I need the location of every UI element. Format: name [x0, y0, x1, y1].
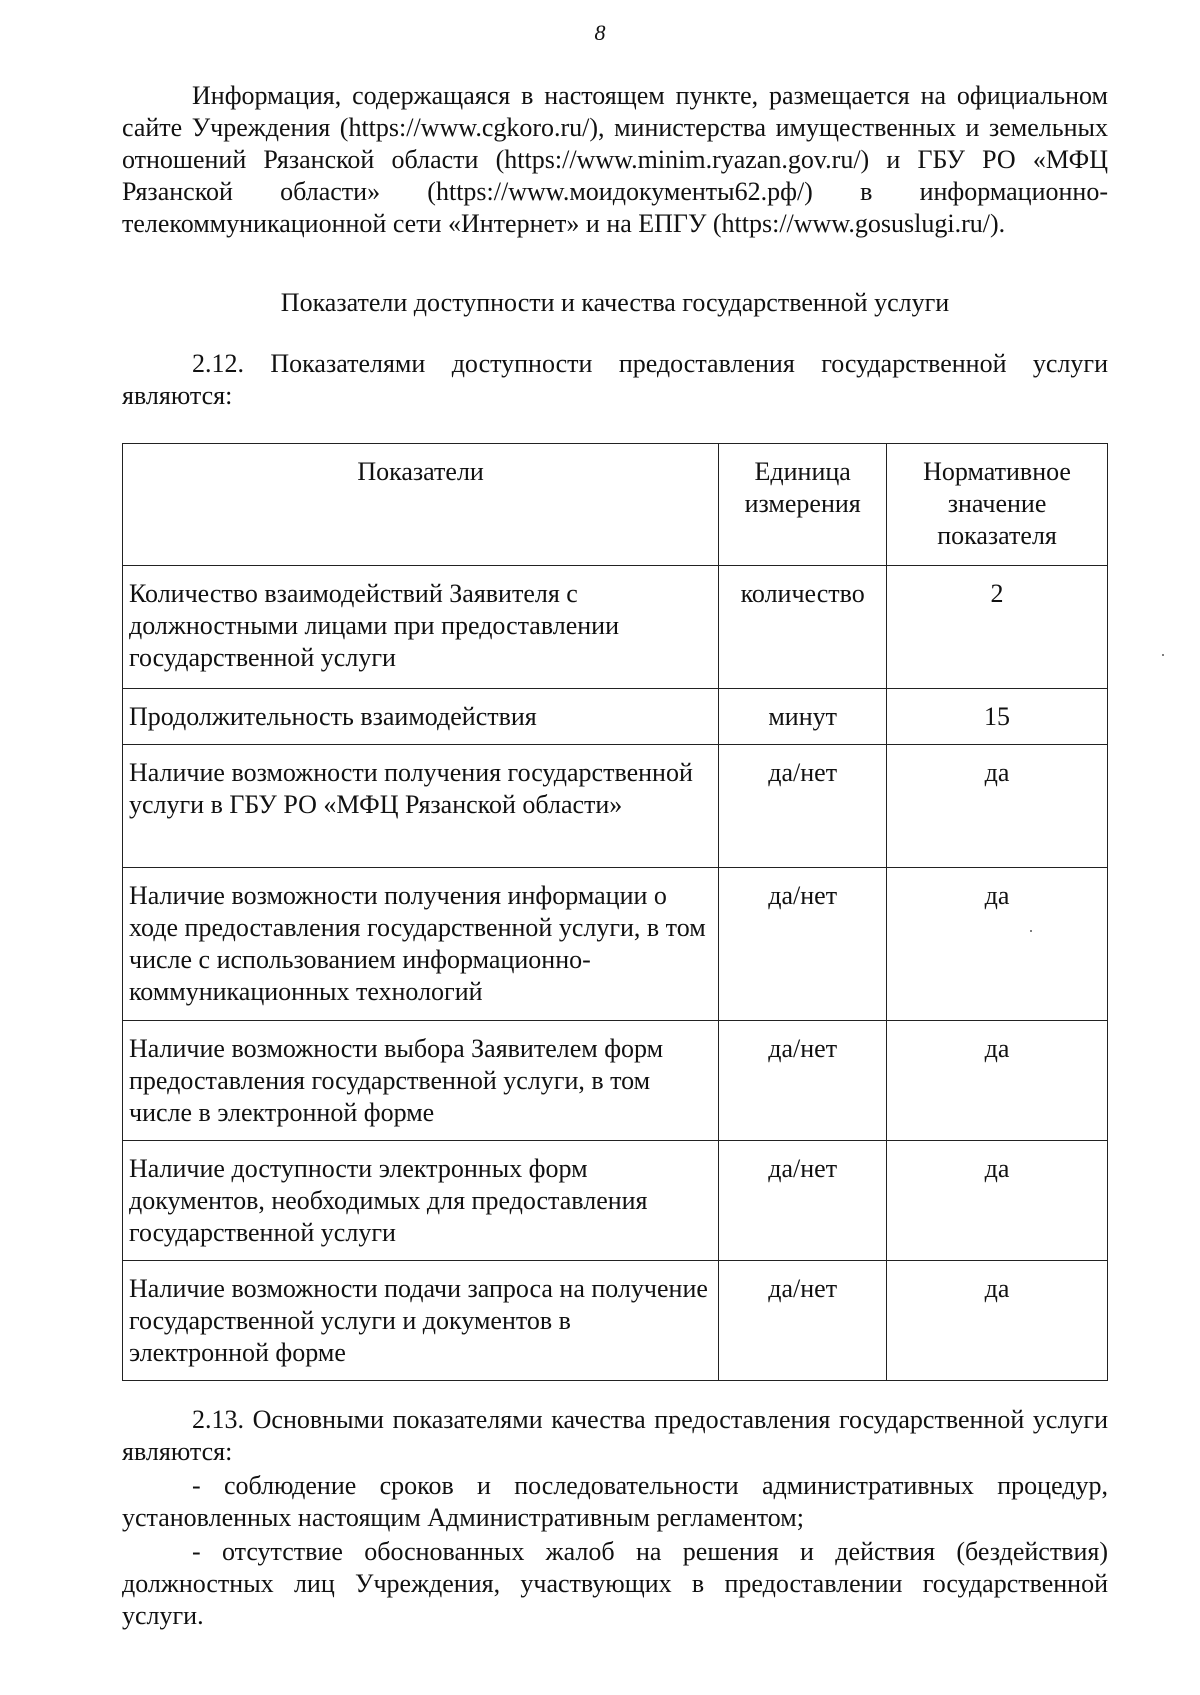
table-row — [123, 689, 1108, 745]
page-number: 8 — [594, 20, 606, 45]
table-row — [123, 1021, 1108, 1141]
table-header-row — [123, 444, 1108, 566]
list-item: - отсутствие обоснованных жалоб на решения и действия (бездействия) должностных лиц Учреждения, участвующих в предоставлении государственной услуги. — [122, 1537, 1108, 1630]
header-indicators: Показатели — [123, 444, 719, 566]
cell-value: 2 — [887, 566, 1108, 689]
section-heading: Показатели доступности и качества государственной услуги — [280, 288, 950, 317]
cell-indicator: Наличие возможности подачи запроса на получение государственной услуги и документов в электронной форме — [123, 1261, 719, 1381]
cell-value: да — [887, 868, 1108, 1021]
paragraph-2-12: 2.12. Показателями доступности предоставления государственной услуги являются: — [122, 349, 1108, 410]
cell-unit: да/нет — [719, 1141, 887, 1261]
list-item: - соблюдение сроков и последовательности административных процедур, установленных настоящим Административным регламентом; — [122, 1471, 1108, 1532]
header-normative-value: Нормативное значение показателя — [887, 444, 1108, 566]
table-row — [123, 566, 1108, 689]
cell-indicator: Количество взаимодействий Заявителя с должностными лицами при предоставлении государственной услуги — [123, 566, 719, 689]
cell-value: да — [887, 745, 1108, 868]
table-row — [123, 745, 1108, 868]
scan-speck — [1030, 930, 1032, 932]
cell-value: да — [887, 1261, 1108, 1381]
cell-unit: минут — [719, 689, 887, 745]
cell-indicator: Наличие доступности электронных форм документов, необходимых для предоставления государственной услуги — [123, 1141, 719, 1261]
paragraph-2-13: 2.13. Основными показателями качества предоставления государственной услуги являются: — [122, 1405, 1108, 1466]
table-row — [123, 1141, 1108, 1261]
cell-indicator: Продолжительность взаимодействия — [123, 689, 719, 745]
table-row — [123, 1261, 1108, 1381]
cell-unit: количество — [719, 566, 887, 689]
cell-indicator: Наличие возможности получения государственной услуги в ГБУ РО «МФЦ Рязанской области» — [123, 745, 719, 868]
cell-value: 15 — [887, 689, 1108, 745]
cell-unit: да/нет — [719, 745, 887, 868]
header-unit: Единица измерения — [719, 444, 887, 566]
cell-unit: да/нет — [719, 868, 887, 1021]
cell-value: да — [887, 1141, 1108, 1261]
cell-unit: да/нет — [719, 1261, 887, 1381]
indicators-table — [122, 443, 1108, 1381]
cell-value: да — [887, 1021, 1108, 1141]
cell-unit: да/нет — [719, 1021, 887, 1141]
table-row — [123, 868, 1108, 1021]
cell-indicator: Наличие возможности получения информации о ходе предоставления государственной услуги, в том числе с использованием информационно-коммуникационных технологий — [123, 868, 719, 1021]
scan-speck — [1162, 654, 1164, 656]
intro-paragraph: Информация, содержащаяся в настоящем пункте, размещается на официальном сайте Учреждения (https://www.cgkoro.ru/), министерства имущественных и земельных отношений Рязанской области (https://www.minim.ryazan.gov.ru/) и ГБУ РО «МФЦ Рязанской области» (https://www.моидокументы62.рф/) в информационно-телекоммуникационной сети «Интернет» и на ЕПГУ (https://www.gosuslugi.ru/). — [122, 81, 1108, 238]
cell-indicator: Наличие возможности выбора Заявителем форм предоставления государственной услуги, в том числе в электронной форме — [123, 1021, 719, 1141]
